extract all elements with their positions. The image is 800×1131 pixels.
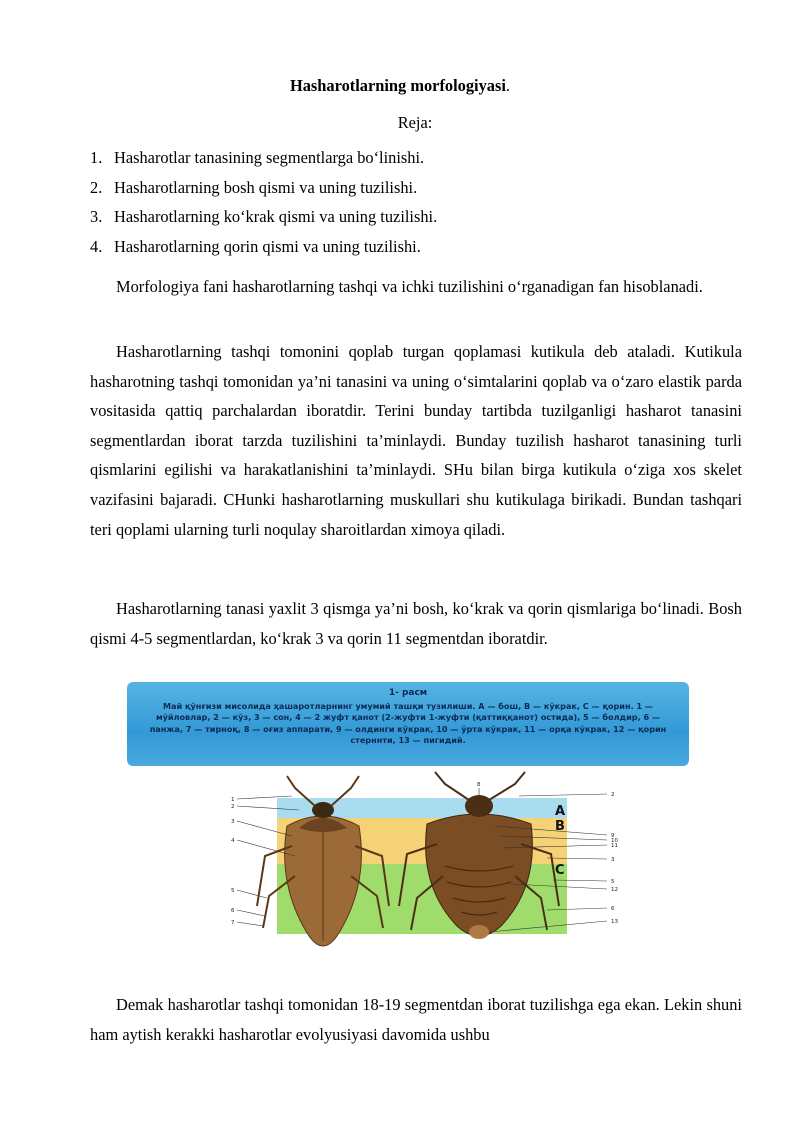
plan-list xyxy=(90,143,437,261)
right-label-11: 11 xyxy=(611,843,618,849)
title-suffix: . xyxy=(505,76,511,95)
figure-number: 1- расм xyxy=(388,688,428,698)
beetle-illustration xyxy=(127,766,689,950)
plan-heading: Reja: xyxy=(397,113,433,132)
region-letter-a: A xyxy=(555,804,566,819)
document-title xyxy=(0,76,800,96)
left-label-4: 4 xyxy=(231,838,235,844)
right-label-9: 9 xyxy=(611,833,615,839)
title-text: Hasharotlarning morfologiyasi xyxy=(289,76,506,95)
paragraph-cuticle: Hasharotlarning tashqi tomonini qoplab turgan qoplamasi kutikula deb ataladi. Kutikula hasharotning tashqi tomonidan ya’ni tanasini va uning o‘simtalarini qoplab va o‘zaro elastik parda vositasida qattiq parchalardan iboratdir. Terini bunday tartibda tuzilganligi hasharot tanasini segmentlardan iborat tarzda tuzilishini ta’minlaydi. Bunday tuzilish hasharot tanasining turli qismlarini egilishi va harakatlanishini ta’minlaydi. SHu bilan birga kutikula o‘ziga xos skelet vazifasini bajaradi. CHunki hasharotlarning muskullari shu kutikulaga birikadi. Bundan tashqari teri qoplami ularning turli noqulay sharoitlardan ximoya qiladi. xyxy=(90,342,742,539)
right-label-2: 2 xyxy=(611,792,615,798)
left-label-2: 2 xyxy=(231,804,235,810)
paragraph-body-parts: Hasharotlarning tanasi yaxlit 3 qismga ya’ni bosh, ko‘krak va qorin qismlariga bo‘linadi. Bosh qismi 4-5 segmentlardan, ko‘krak 3 va qorin 11 segmentdan iboratdir. xyxy=(90,599,742,648)
right-label-6: 6 xyxy=(611,906,615,912)
paragraph-morphology: Morfologiya fani hasharotlarning tashqi va ichki tuzilishini o‘rganadigan fan hisoblanadi. xyxy=(116,277,703,296)
plan-item-number: 1. xyxy=(90,148,103,167)
plan-item xyxy=(90,143,437,173)
left-label-6: 6 xyxy=(231,908,235,914)
right-label-10: 10 xyxy=(611,838,618,844)
plan-item-text: Hasharotlarning qorin qismi va uning tuzilishi. xyxy=(114,236,421,256)
paragraph-closing: Demak hasharotlar tashqi tomonidan 18-19 segmentdan iborat tuzilishga ega ekan. Lekin shuni ham aytish kerakki hasharotlar evolyusiyasi davomida ushbu xyxy=(90,995,742,1044)
region-letter-c: C xyxy=(555,863,565,878)
right-label-3: 3 xyxy=(611,857,615,863)
right-label-5: 5 xyxy=(611,879,615,885)
figure-banner xyxy=(127,682,689,766)
plan-item-number: 2. xyxy=(90,177,103,197)
region-letter-b: B xyxy=(555,819,565,834)
plan-item-text: Hasharotlarning bosh qismi va uning tuzilishi. xyxy=(114,177,418,197)
figure-caption: Май қўнғизи мисолида ҳашаротларнинг умумий ташқи тузилиши. А — бош, В — кўкрак, С — қорин. 1 — мўйловлар, 2 — кўз, 3 — сон, 4 — 2 жуфт қанот (2-жуфти 1-жуфти (қаттиққанот) остида), 5 — болдир, 6 — панжа, 7 — тирноқ, 8 — оғиз аппарати, 9 — олдинги кўкрак, 10 — ўрта кўкрак, 11 — орқа кўкрак, 12 — қорин стерннти, 13 — пигидий. xyxy=(149,700,667,745)
plan-item-text: Hasharotlarning ko‘krak qismi va uning tuzilishi. xyxy=(114,207,438,226)
plan-item-number: 4. xyxy=(90,236,103,256)
plan-item xyxy=(90,232,437,262)
plan-item-text: Hasharotlar tanasining segmentlarga bo‘linishi. xyxy=(114,148,425,167)
left-label-3: 3 xyxy=(231,819,235,825)
plan-item xyxy=(90,173,437,203)
right-label-13: 13 xyxy=(611,919,618,925)
plan-item xyxy=(90,202,437,232)
plan-item-number: 3. xyxy=(90,207,103,226)
top-label-8: 8 xyxy=(477,782,481,788)
beetle-figure xyxy=(127,682,689,950)
right-label-12: 12 xyxy=(611,887,618,893)
left-label-7: 7 xyxy=(231,920,235,926)
left-label-1: 1 xyxy=(231,797,235,803)
left-label-5: 5 xyxy=(231,888,235,894)
